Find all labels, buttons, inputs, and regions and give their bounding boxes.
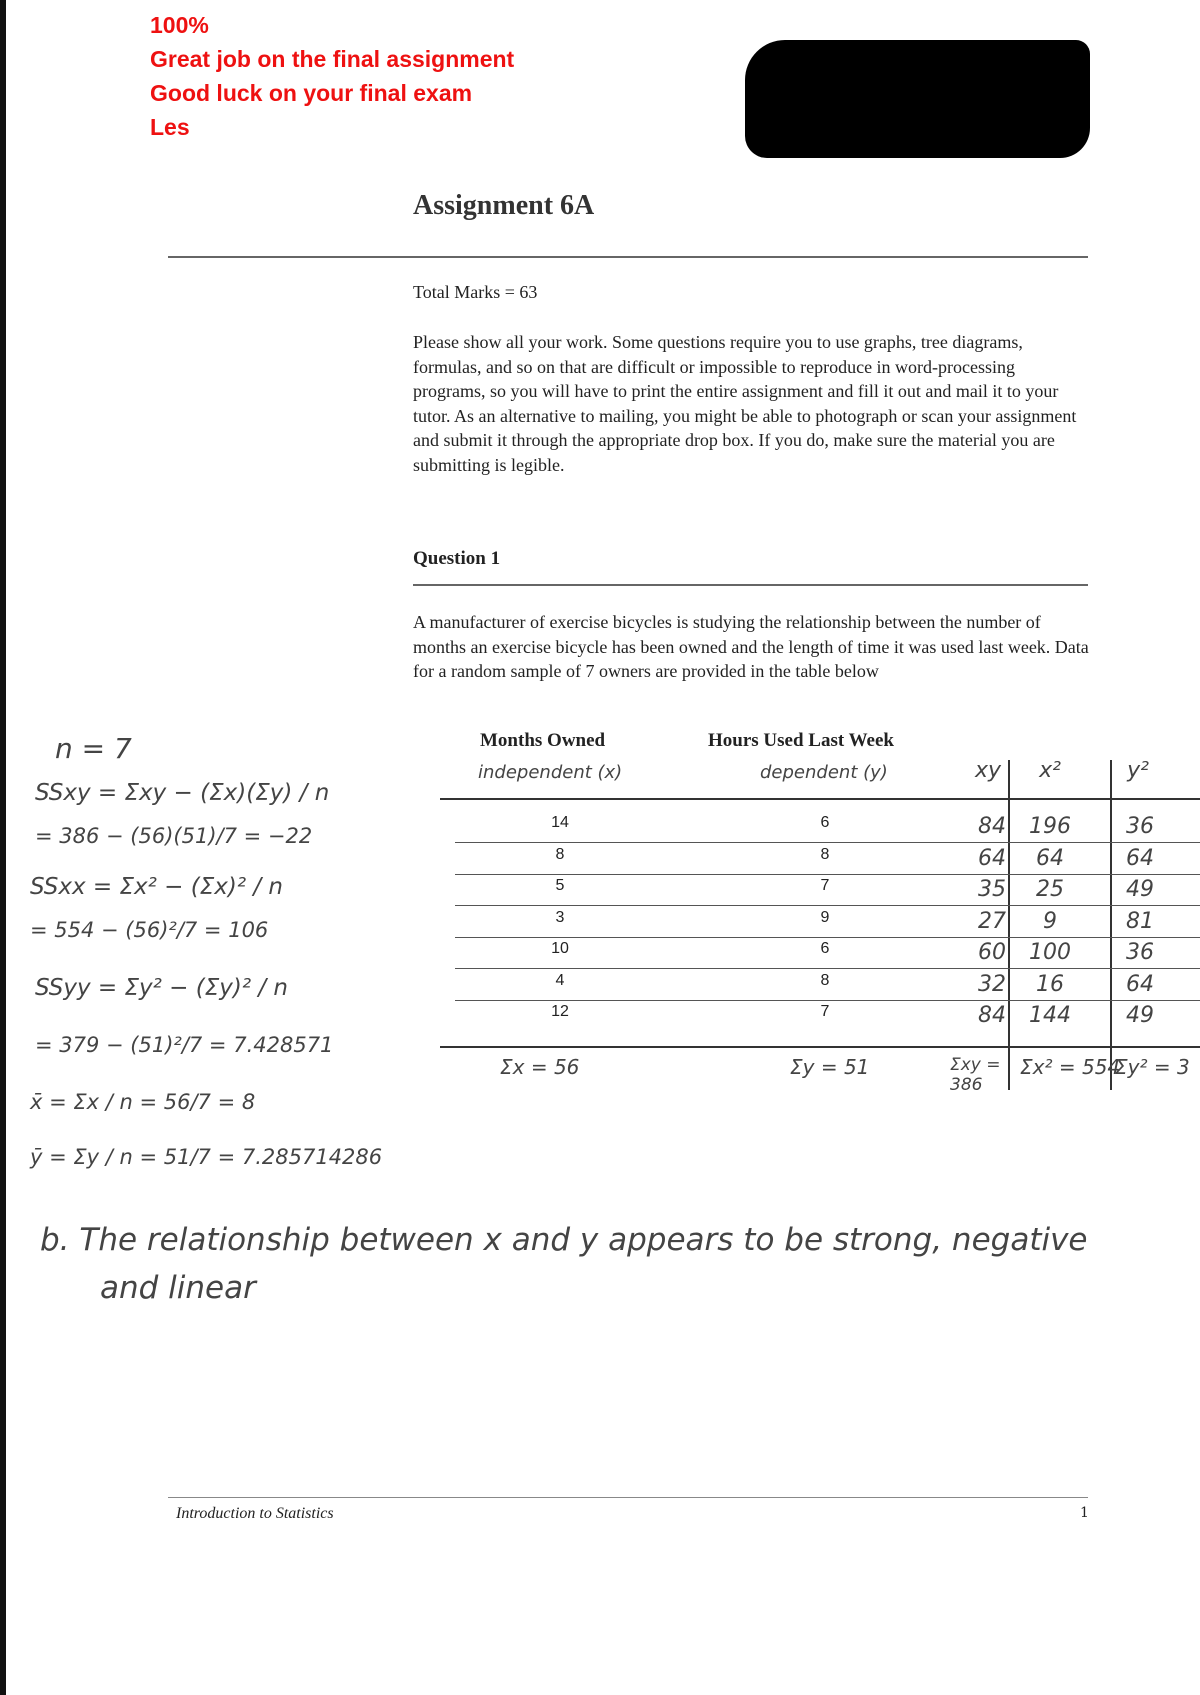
table-row-rule xyxy=(455,842,1200,843)
cell-x2: 100 xyxy=(1029,940,1071,965)
cell-months: 3 xyxy=(555,908,565,926)
cell-xy: 60 xyxy=(978,940,1006,965)
sum-xy: Σxy = 386 xyxy=(950,1055,1001,1095)
work-ssxx-formula: SSxx = Σx² − (Σx)² / n xyxy=(30,874,284,900)
sum-y2: Σy² = 3 xyxy=(1115,1055,1190,1079)
footer-rule xyxy=(168,1497,1088,1498)
cell-y2: 49 xyxy=(1126,1003,1154,1028)
cell-y2: 49 xyxy=(1126,877,1154,902)
cell-x2: 64 xyxy=(1036,845,1064,871)
cell-hours: 6 xyxy=(820,940,830,957)
cell-x2: 25 xyxy=(1036,877,1064,902)
table-note-independent: independent (x) xyxy=(478,762,623,783)
work-ssxx-value: = 554 − (56)²/7 = 106 xyxy=(30,918,269,942)
total-marks: Total Marks = 63 xyxy=(413,282,538,302)
sum-y: Σy = 51 xyxy=(790,1055,870,1079)
cell-months: 12 xyxy=(551,1003,569,1020)
table-row-rule xyxy=(455,874,1200,875)
cell-xy: 35 xyxy=(978,877,1006,902)
work-ssxy-formula: SSxy = Σxy − (Σx)(Σy) / n xyxy=(35,780,330,806)
cell-x2: 9 xyxy=(1043,908,1057,934)
sum-x2: Σx² = 554 xyxy=(1020,1055,1121,1079)
table-hand-header: y² xyxy=(1127,758,1149,783)
instructions: Please show all your work. Some questions require you to use graphs, tree diagrams, formulas, and so on that are difficult or impossible to reproduce in word-processing programs, so you will have to print the entire assignment and fill it out and mail it to your tutor. As an alternative to mailing, you might be able to photograph or scan your assignment and submit it through the appropriate drop box. If you do, make sure the material you are submitting is legible. xyxy=(413,332,1077,475)
cell-hours: 6 xyxy=(820,814,830,831)
cell-xy: 84 xyxy=(978,1003,1006,1028)
divider xyxy=(168,256,1088,258)
table-rule xyxy=(440,798,1200,800)
cell-y2: 36 xyxy=(1126,940,1154,965)
cell-hours: 7 xyxy=(820,1003,830,1020)
cell-months: 4 xyxy=(555,971,565,989)
redaction-mark xyxy=(745,40,1090,158)
table-hand-header: x² xyxy=(1039,758,1061,783)
cell-x2: 144 xyxy=(1029,1003,1071,1028)
work-xbar: x̄ = Σx / n = 56/7 = 8 xyxy=(30,1090,256,1114)
table-row-rule xyxy=(455,1000,1200,1001)
page-number: 1 xyxy=(1080,1505,1089,1521)
cell-months: 5 xyxy=(555,877,565,894)
table-row-rule xyxy=(455,905,1200,906)
cell-x2: 16 xyxy=(1036,971,1064,997)
question-heading: Question 1 xyxy=(413,548,501,569)
cell-hours: 7 xyxy=(820,877,830,894)
cell-y2: 64 xyxy=(1126,971,1154,997)
feedback-line: Good luck on your final exam xyxy=(150,80,473,106)
feedback-signature: Les xyxy=(150,114,190,140)
feedback-score: 100% xyxy=(150,12,209,38)
work-n: n = 7 xyxy=(55,732,132,765)
table-rule xyxy=(440,1046,1200,1048)
answer-b-cont: and linear xyxy=(100,1270,256,1306)
footer-title: Introduction to Statistics xyxy=(176,1505,334,1522)
table-header-months: Months Owned xyxy=(480,730,606,751)
feedback-line: Great job on the final assignment xyxy=(150,46,515,72)
table-header-hours: Hours Used Last Week xyxy=(708,730,894,751)
page-edge xyxy=(0,0,6,1695)
table-hand-header: xy xyxy=(974,758,1002,783)
page-title: Assignment 6A xyxy=(413,190,595,221)
cell-months: 10 xyxy=(551,940,569,957)
table-row-rule xyxy=(455,968,1200,969)
cell-xy: 27 xyxy=(978,908,1006,934)
cell-xy: 32 xyxy=(978,971,1006,997)
work-ybar: ȳ = Σy / n = 51/7 = 7.285714286 xyxy=(30,1145,383,1169)
cell-months: 14 xyxy=(551,814,569,831)
answer-b: b. The relationship between x and y appears to be strong, negative xyxy=(40,1222,1088,1258)
table-note-dependent: dependent (y) xyxy=(760,762,888,783)
cell-xy: 84 xyxy=(978,814,1006,839)
sum-x: Σx = 56 xyxy=(500,1055,580,1079)
table-row-rule xyxy=(455,937,1200,938)
cell-x2: 196 xyxy=(1029,814,1071,839)
divider xyxy=(413,584,1088,586)
tutor-feedback xyxy=(150,8,514,144)
cell-y2: 64 xyxy=(1126,845,1154,871)
cell-hours: 8 xyxy=(820,971,830,989)
cell-hours: 8 xyxy=(820,845,830,863)
cell-xy: 64 xyxy=(978,845,1006,871)
cell-hours: 9 xyxy=(820,908,830,926)
work-ssxy-value: = 386 − (56)(51)/7 = −22 xyxy=(35,824,313,848)
work-ssyy-value: = 379 − (51)²/7 = 7.428571 xyxy=(35,1033,334,1057)
work-ssyy-formula: SSyy = Σy² − (Σy)² / n xyxy=(35,975,289,1001)
problem-text: A manufacturer of exercise bicycles is studying the relationship between the number of months an exercise bicycle has been owned and the length of time it was used last week. Data for a random sample of 7 owners are provided in the table below xyxy=(413,612,1089,681)
cell-months: 8 xyxy=(555,845,565,863)
cell-y2: 81 xyxy=(1126,908,1154,934)
cell-y2: 36 xyxy=(1126,814,1154,839)
